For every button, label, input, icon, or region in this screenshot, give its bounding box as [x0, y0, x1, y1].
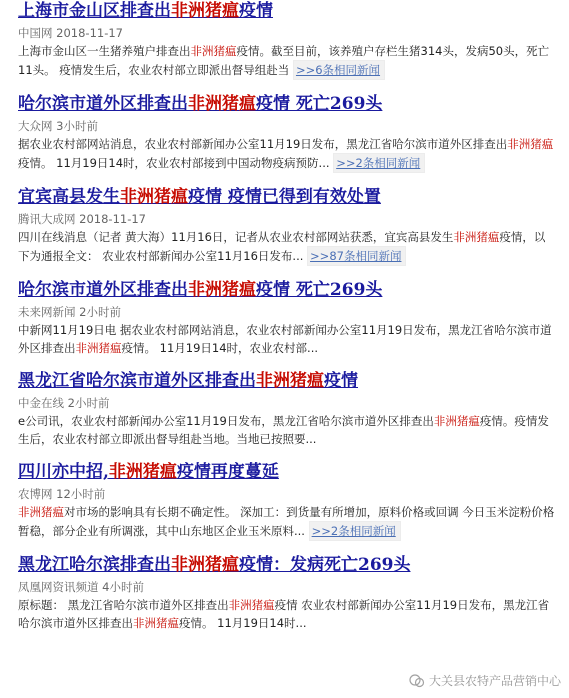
result-source: 中金在线	[18, 396, 64, 410]
result-source: 未来网新闻	[18, 305, 76, 319]
result-snippet: 四川在线消息（记者 黄大海）11月16日，记者从农业农村部网站获悉，宜宾高县发生非洲猪瘟疫情，以下为通报全文： 农业农村部新闻办公室11月16日发布... >>87条相同新闻	[18, 228, 556, 266]
result-snippet: 据农业农村部网站消息，农业农村部新闻办公室11月19日发布，黑龙江省哈尔滨市道外区排查出非洲猪瘟疫情。 11月19日14时，农业农村部接到中国动物疫病预防... >>2条相同新闻	[18, 135, 556, 173]
result-item	[18, 278, 557, 357]
result-source: 腾讯大成网	[18, 212, 76, 226]
result-item	[18, 369, 557, 448]
result-title-link[interactable]: 宜宾高县发生非洲猪瘟疫情 疫情已得到有效处置	[18, 187, 381, 207]
result-source: 大众网	[18, 119, 53, 133]
result-meta	[18, 486, 557, 503]
result-meta	[18, 211, 557, 228]
result-time: 2小时前	[67, 396, 110, 410]
result-source: 中国网	[18, 26, 53, 40]
result-snippet: 上海市金山区一生猪养殖户排查出非洲猪瘟疫情。截至目前，该养殖户存栏生猪314头，发病50头，死亡11头。 疫情发生后，农业农村部立即派出督导组赴当 >>6条相同新闻	[18, 42, 556, 80]
watermark-text: 大关县农特产品营销中心	[428, 674, 561, 688]
result-meta	[18, 118, 557, 135]
result-item	[18, 460, 557, 541]
result-source: 凤凰网资讯频道	[18, 580, 99, 594]
watermark	[409, 672, 561, 689]
related-news-link[interactable]: >>6条相同新闻	[295, 63, 381, 77]
result-time: 2018-11-17	[56, 26, 123, 40]
result-item	[18, 0, 557, 80]
result-time: 2小时前	[79, 305, 121, 319]
related-news-link[interactable]: >>2条相同新闻	[311, 524, 396, 538]
result-time: 12小时前	[56, 487, 106, 501]
wechat-icon	[409, 673, 425, 689]
result-item	[18, 185, 557, 266]
result-meta	[18, 579, 557, 596]
result-source: 农博网	[18, 487, 53, 501]
result-snippet: 非洲猪瘟对市场的影响具有长期不确定性。 深加工：到货量有所增加，原料价格或回调 今日玉米淀粉价格暂稳，部分企业有所调涨，其中山东地区企业玉米原料... >>2条相同新闻	[18, 503, 556, 541]
result-title-link[interactable]: 哈尔滨市道外区排查出非洲猪瘟疫情 死亡269头	[18, 94, 383, 114]
result-meta	[18, 304, 557, 321]
result-title-link[interactable]: 上海市金山区排查出非洲猪瘟疫情	[18, 1, 273, 21]
result-snippet: 原标题： 黑龙江省哈尔滨市道外区排查出非洲猪瘟疫情 农业农村部新闻办公室11月19日发布，黑龙江省哈尔滨市道外区排查出非洲猪瘟疫情。 11月19日14时...	[18, 598, 550, 630]
result-snippet: 中新网11月19日电 据农业农村部网站消息，农业农村部新闻办公室11月19日发布，黑龙江省哈尔滨市道外区排查出非洲猪瘟疫情。 11月19日14时，农业农村部...	[18, 323, 552, 355]
result-title-link[interactable]: 黑龙江哈尔滨排查出非洲猪瘟疫情：发病死亡269头	[18, 555, 411, 575]
result-item	[18, 553, 557, 632]
result-time: 4小时前	[102, 580, 144, 594]
result-title-link[interactable]: 黑龙江省哈尔滨市道外区排查出非洲猪瘟疫情	[18, 371, 358, 391]
result-title-link[interactable]: 哈尔滨市道外区排查出非洲猪瘟疫情 死亡269头	[18, 280, 383, 300]
result-snippet: e公司讯，农业农村部新闻办公室11月19日发布，黑龙江省哈尔滨市道外区排查出非洲猪瘟疫情。疫情发生后，农业农村部立即派出督导组赴当地。当地已按照要...	[18, 414, 549, 446]
related-news-link[interactable]: >>87条相同新闻	[310, 249, 402, 263]
result-meta	[18, 25, 557, 42]
related-news-link[interactable]: >>2条相同新闻	[336, 156, 421, 170]
result-item	[18, 92, 557, 173]
result-time: 2018-11-17	[79, 212, 146, 226]
result-time: 3小时前	[56, 119, 98, 133]
result-meta	[18, 395, 557, 412]
result-title-link[interactable]: 四川亦中招,非洲猪瘟疫情再度蔓延	[18, 462, 279, 482]
